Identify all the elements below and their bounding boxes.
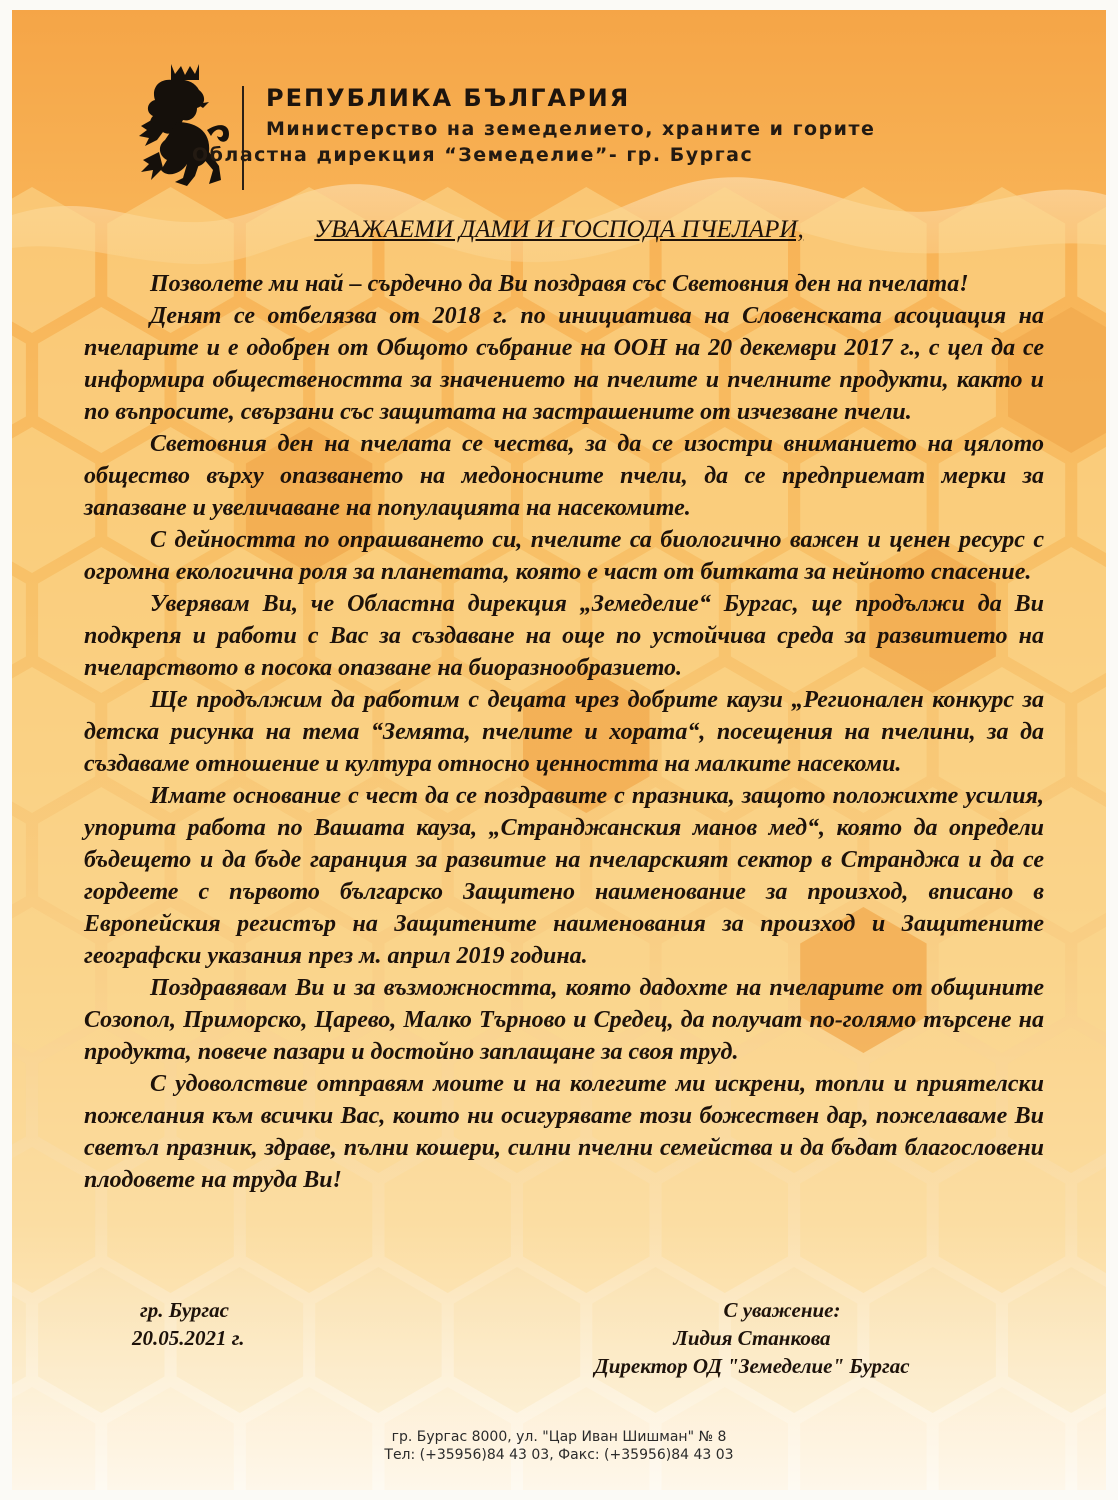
paragraph: Позволете ми най – сърдечно да Ви поздравя със Световния ден на пчелата! xyxy=(150,271,969,297)
place-and-date xyxy=(132,1296,244,1352)
paragraph: Имате основание с чест да се поздравите с празника, защото положихте усилия, упорита работа по Вашата кауза, „Странджанския манов мед“, която да определи бъдещето и да бъде гаранция за развитие на пчеларският сектор в Странджа и да се гордеете с първото българско Защитено наименование за произход, вписано в Европейския регистър на Защитените наименования за произход и Защитените географски указания през м. април 2019 година. xyxy=(84,783,1044,969)
paragraph: Ще продължим да работим с децата чрез добрите каузи „Регионален конкурс за детска рисунка на тема “Земята, пчелите и хората“, посещения на пчелини, за да създаваме отношение и култура относно ценността на малките насекоми. xyxy=(84,687,1044,777)
honeycomb-cell xyxy=(1077,907,1106,1053)
date: 20.05.2021 г. xyxy=(132,1326,245,1350)
letterhead-divider xyxy=(242,86,244,190)
honeycomb-cell xyxy=(12,307,26,453)
honeycomb-cell xyxy=(1008,1267,1106,1413)
honeycomb-cell xyxy=(12,547,26,693)
paragraph: Световния ден на пчелата се чества, за да се изостри вниманието на цялото общество върху опазването на медоносните пчели, да се предприемат мерки за запазване и увеличаване на популацията на насекомите. xyxy=(84,431,1044,521)
footer xyxy=(12,1428,1106,1464)
signatory-title: Директор ОД "Земеделие" Бургас xyxy=(594,1354,910,1378)
letterhead-country: РЕПУБЛИКА БЪЛГАРИЯ xyxy=(266,84,631,112)
honeycomb-cell xyxy=(1077,1147,1106,1293)
honeycomb-cell xyxy=(12,1147,95,1293)
paragraph: С дейността по опрашването си, пчелите са биологично важен и ценен ресурс с огромна екологична роля за планетата, която е част от битката за нейното спасение. xyxy=(84,527,1044,585)
letterhead xyxy=(12,10,1106,190)
honeycomb-cell xyxy=(1077,667,1106,813)
honeycomb-cell xyxy=(12,907,95,1053)
paragraph: С удоволствие отправям моите и на колегите ми искрени, топли и приятелски пожелания към всички Вас, които ни осигурявате този божествен дар, пожелаваме Ви светъл празник, здраве, пълни кошери, силни пчелни семейства и да бъдат благословени плодовете на труда Ви! xyxy=(84,1071,1044,1193)
signature-closing: С уважение: xyxy=(723,1298,841,1322)
honeycomb-cell xyxy=(315,1267,441,1413)
honeycomb-cell xyxy=(12,1267,26,1413)
honeycomb-cell xyxy=(12,427,95,573)
footer-contacts: Тел: (+35956)84 43 03, Факс: (+35956)84 43 03 xyxy=(384,1447,734,1463)
footer-address: гр. Бургас 8000, ул. "Цар Иван Шишман" № 8 xyxy=(391,1429,727,1445)
honeycomb-cell xyxy=(12,667,95,813)
signatory-name: Лидия Станкова xyxy=(673,1326,831,1350)
letter-body xyxy=(84,268,1044,1196)
signature-block xyxy=(532,1296,972,1380)
paragraph: Поздравявам Ви и за възможността, която дадохте на пчеларите от общините Созопол, Приморско, Царево, Малко Търново и Средец, да получат по-голямо търсене на продукта, повече пазари и достойно заплащане за своя труд. xyxy=(84,975,1044,1065)
letterhead-directorate: Областна дирекция “Земеделие”- гр. Бургас xyxy=(192,144,754,166)
letter-page xyxy=(12,10,1106,1490)
honeycomb-cell xyxy=(1077,427,1106,573)
letterhead-ministry: Министерство на земеделието, храните и горите xyxy=(266,118,876,140)
place: гр. Бургас xyxy=(140,1298,229,1322)
honeycomb-cell xyxy=(12,787,26,933)
paragraph: Денят се отбелязва от 2018 г. по инициатива на Словенската асоциация на пчеларите и е одобрен от Общото събрание на ООН на 20 декември 2017 г., с цел да се информира обществеността за значението на пчелите и пчелните продукти, както и по въпросите, свързани със защитата на застрашените от изчезване пчели. xyxy=(84,303,1044,425)
honeycomb-cell xyxy=(12,1027,26,1173)
paragraph: Уверявам Ви, че Областна дирекция „Земеделие“ Бургас, ще продължи да Ви подкрепя и работи с Вас за създаване на още по устойчива среда за развитието на пчеларството в посока опазване на биоразнообразието. xyxy=(84,591,1044,681)
bulgarian-lion-emblem-icon xyxy=(137,60,233,188)
salutation: УВАЖАЕМИ ДАМИ И ГОСПОДА ПЧЕЛАРИ, xyxy=(314,216,804,243)
